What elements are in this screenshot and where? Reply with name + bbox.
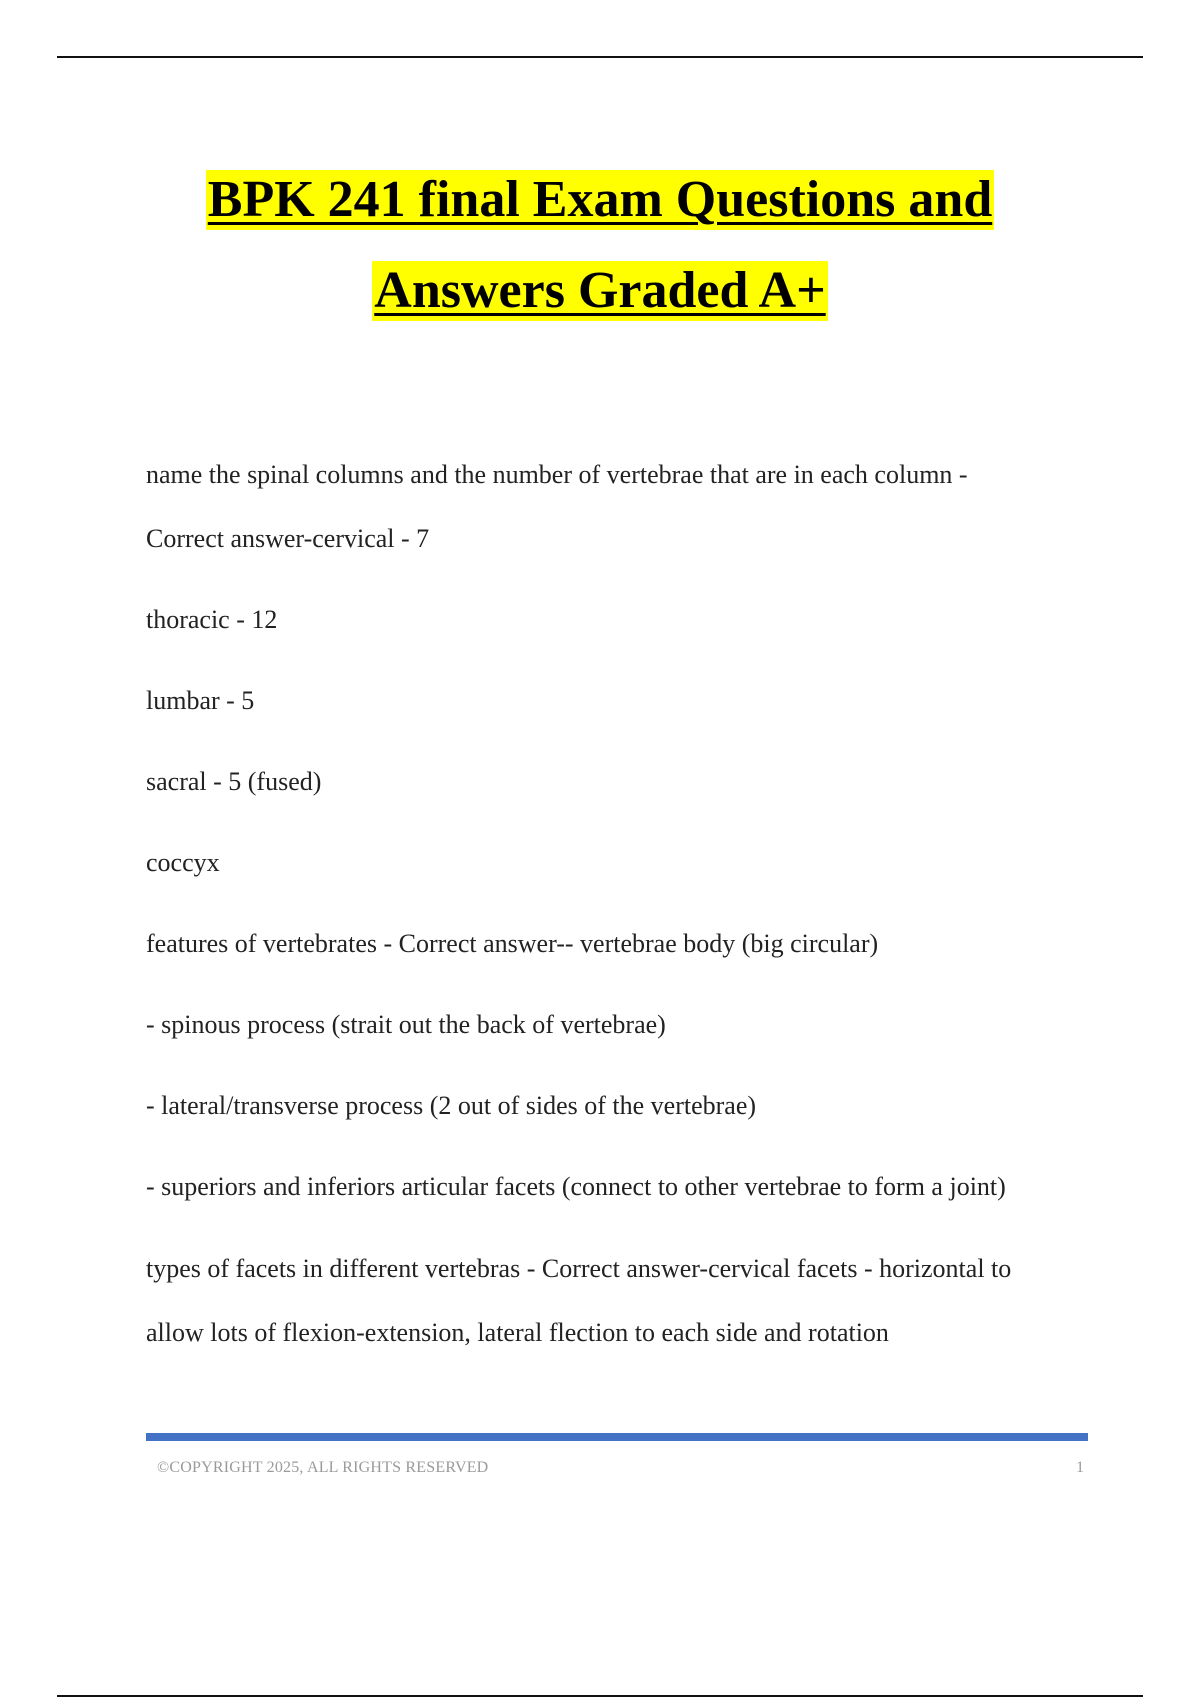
paragraph-transverse-process: - lateral/transverse process (2 out of sides of the vertebrae) [146,1091,757,1120]
paragraph-lumbar: lumbar - 5 [146,686,255,715]
footer-divider-bar [146,1433,1088,1441]
title-line-1: BPK 241 final Exam Questions and [207,171,993,228]
paragraph-cervical-facets-continued: allow lots of flexion-extension, lateral flection to each side and rotation [146,1318,889,1347]
title-line-2: Answers Graded A+ [374,262,826,319]
paragraph-coccyx: coccyx [146,848,220,877]
footer-copyright: ©COPYRIGHT 2025, ALL RIGHTS RESERVED [157,1459,489,1476]
bottom-page-rule [57,1695,1143,1697]
paragraph-articular-facets: - superiors and inferiors articular facets (connect to other vertebrae to form a joint) [146,1172,1006,1201]
footer-page-number: 1 [1076,1459,1084,1476]
paragraph-answer-cervical: Correct answer-cervical - 7 [146,524,430,553]
paragraph-spinous-process: - spinous process (strait out the back of vertebrae) [146,1010,666,1039]
top-page-rule [57,56,1143,58]
paragraph-sacral: sacral - 5 (fused) [146,767,322,796]
paragraph-question-spinal-columns: name the spinal columns and the number of vertebrae that are in each column - [146,460,968,489]
document-title [0,170,1200,321]
paragraph-question-facet-types: types of facets in different vertebras - Correct answer-cervical facets - horizontal to [146,1254,1012,1283]
paragraph-question-vertebrae-features: features of vertebrates - Correct answer-- vertebrae body (big circular) [146,929,879,958]
paragraph-thoracic: thoracic - 12 [146,605,278,634]
